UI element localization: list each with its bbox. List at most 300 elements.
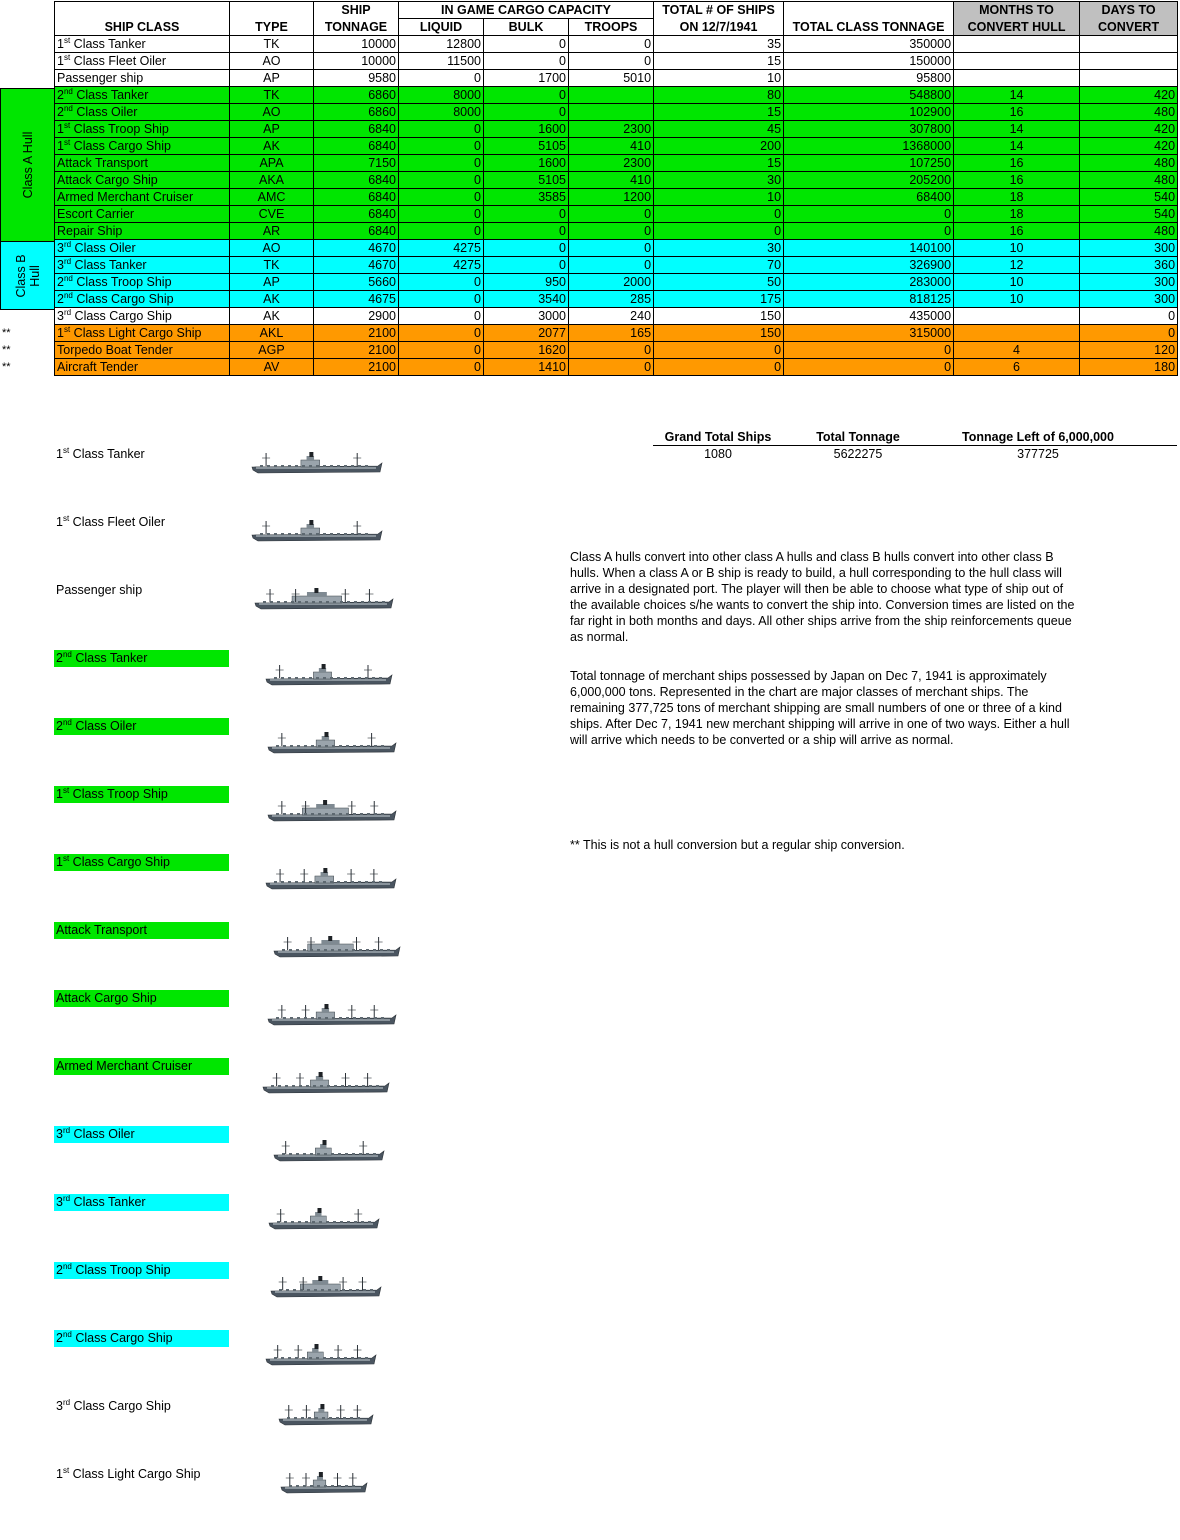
ordinal-number: 1	[56, 787, 63, 801]
tonnage-left-label: Tonnage Left of 6,000,000	[962, 430, 1114, 444]
ship-class-cell	[55, 189, 230, 206]
days-cell: 0	[1080, 325, 1178, 342]
bulk-cell: 1410	[484, 359, 569, 376]
table-row	[55, 53, 1178, 70]
bulk-cell: 3540	[484, 291, 569, 308]
ship-class-cell	[55, 308, 230, 325]
class-name-text: Class Oiler	[71, 719, 137, 733]
ordinal-suffix: st	[63, 324, 71, 334]
header-total-ships-top: TOTAL # OF SHIPS	[654, 2, 784, 19]
total-ships-cell: 175	[654, 291, 784, 308]
ordinal-number: 2	[57, 292, 64, 306]
liquid-cell: 0	[399, 223, 484, 240]
total-ships-cell: 35	[654, 36, 784, 53]
table-row	[55, 70, 1178, 87]
liquid-cell: 0	[399, 155, 484, 172]
regular-conversion-note: ** This is not a hull conversion but a regular ship conversion.	[570, 838, 905, 852]
days-cell: 480	[1080, 223, 1178, 240]
header-ship-tonnage: TONNAGE	[314, 19, 399, 36]
ordinal-suffix: rd	[63, 307, 72, 317]
ordinal-suffix: st	[63, 120, 71, 130]
bulk-cell: 2077	[484, 325, 569, 342]
liquid-cell: 12800	[399, 36, 484, 53]
header-troops: TROOPS	[569, 19, 654, 36]
type-cell: AKA	[230, 172, 314, 189]
ordinal-number: 2	[56, 1331, 63, 1345]
class-name-text: Attack Transport	[56, 923, 148, 937]
class-tonnage-cell: 818125	[784, 291, 954, 308]
troops-cell: 5010	[569, 70, 654, 87]
table-row	[55, 342, 1178, 359]
class-tonnage-cell: 150000	[784, 53, 954, 70]
ship-class-cell	[55, 206, 230, 223]
ship-class-cell	[55, 53, 230, 70]
ship-tonnage-cell: 2100	[314, 359, 399, 376]
table-row	[55, 240, 1178, 257]
gallery-ship-label	[54, 922, 229, 939]
total-tonnage-value: 5622275	[833, 447, 883, 461]
table-row	[55, 104, 1178, 121]
total-ships-cell: 200	[654, 138, 784, 155]
troops-cell: 0	[569, 342, 654, 359]
days-cell: 480	[1080, 172, 1178, 189]
table-row	[55, 223, 1178, 240]
ordinal-suffix: nd	[63, 290, 73, 300]
class-tonnage-cell: 68400	[784, 189, 954, 206]
ordinal-suffix: st	[62, 785, 70, 795]
armed-merchant-cruiser-silhouette-icon	[261, 1070, 391, 1101]
ordinal-suffix: st	[62, 445, 70, 455]
days-cell: 300	[1080, 240, 1178, 257]
class-name-text: Class Tanker	[69, 447, 145, 461]
table-row	[55, 189, 1178, 206]
liquid-cell: 0	[399, 308, 484, 325]
class-tonnage-cell: 205200	[784, 172, 954, 189]
class-name-text: Class Oiler	[71, 241, 136, 255]
gallery-ship-label	[54, 1058, 229, 1075]
troops-cell: 0	[569, 240, 654, 257]
ordinal-number: 1	[56, 855, 63, 869]
type-cell: AP	[230, 70, 314, 87]
bulk-cell: 0	[484, 206, 569, 223]
days-cell	[1080, 36, 1178, 53]
table-row	[55, 172, 1178, 189]
type-cell: AK	[230, 138, 314, 155]
bulk-cell: 0	[484, 36, 569, 53]
type-cell: AO	[230, 240, 314, 257]
gallery-ship-label	[54, 1466, 229, 1483]
ordinal-suffix: rd	[62, 1125, 71, 1135]
type-cell: AMC	[230, 189, 314, 206]
days-cell: 300	[1080, 274, 1178, 291]
ordinal-suffix: rd	[63, 239, 72, 249]
months-cell: 16	[954, 104, 1080, 121]
ship-tonnage-cell: 2900	[314, 308, 399, 325]
class-tonnage-cell: 435000	[784, 308, 954, 325]
class-name-text: Repair Ship	[57, 224, 123, 238]
total-ships-cell: 0	[654, 223, 784, 240]
troops-cell: 165	[569, 325, 654, 342]
type-cell: AV	[230, 359, 314, 376]
table-row	[55, 291, 1178, 308]
ship-class-cell	[55, 138, 230, 155]
class-name-text: Escort Carrier	[57, 207, 135, 221]
ordinal-suffix: nd	[63, 103, 73, 113]
total-ships-cell: 150	[654, 308, 784, 325]
troops-cell: 0	[569, 206, 654, 223]
ordinal-number: 2	[57, 105, 64, 119]
ordinal-suffix: nd	[62, 717, 72, 727]
ship-class-cell	[55, 223, 230, 240]
header-ship-class: SHIP CLASS	[55, 19, 230, 36]
cargo-ship-silhouette-icon	[277, 1402, 375, 1433]
months-cell: 16	[954, 155, 1080, 172]
bulk-cell: 5105	[484, 138, 569, 155]
ship-class-cell	[55, 87, 230, 104]
bulk-cell: 0	[484, 257, 569, 274]
class-name-text: Class Fleet Oiler	[70, 54, 167, 68]
ship-tonnage-cell: 6840	[314, 172, 399, 189]
class-b-label-line2: Hull	[27, 264, 42, 287]
days-cell: 480	[1080, 155, 1178, 172]
oiler-silhouette-icon	[272, 1138, 386, 1169]
oiler-silhouette-icon	[250, 518, 384, 549]
totals-summary	[653, 429, 1177, 462]
class-tonnage-cell: 107250	[784, 155, 954, 172]
class-name-text: Attack Transport	[57, 156, 149, 170]
liquid-cell: 0	[399, 291, 484, 308]
total-ships-cell: 30	[654, 240, 784, 257]
liquid-cell: 0	[399, 206, 484, 223]
months-cell: 14	[954, 87, 1080, 104]
days-cell: 360	[1080, 257, 1178, 274]
troops-cell: 2300	[569, 121, 654, 138]
total-ships-cell: 70	[654, 257, 784, 274]
class-a-hull-label: Class A Hull	[20, 131, 35, 199]
ship-tonnage-cell: 6840	[314, 206, 399, 223]
days-cell: 480	[1080, 104, 1178, 121]
class-tonnage-cell: 315000	[784, 325, 954, 342]
header-class-tonnage-top	[784, 2, 954, 19]
gallery-ship-label	[54, 990, 229, 1007]
class-name-text: Class Light Cargo Ship	[69, 1467, 201, 1481]
ordinal-number: 1	[57, 326, 64, 340]
table-row	[55, 257, 1178, 274]
ship-tonnage-cell: 9580	[314, 70, 399, 87]
ordinal-number: 2	[57, 88, 64, 102]
class-tonnage-cell: 326900	[784, 257, 954, 274]
total-ships-cell: 0	[654, 206, 784, 223]
ordinal-number: 1	[56, 1467, 63, 1481]
table-row	[55, 155, 1178, 172]
liquid-cell: 8000	[399, 87, 484, 104]
ship-class-cell	[55, 172, 230, 189]
class-name-text: Class Cargo Ship	[71, 309, 172, 323]
gallery-ship-label	[54, 1330, 229, 1347]
ship-class-cell	[55, 291, 230, 308]
troops-cell: 410	[569, 138, 654, 155]
troops-cell: 240	[569, 308, 654, 325]
total-ships-cell: 0	[654, 342, 784, 359]
ordinal-number: 1	[57, 54, 64, 68]
months-cell	[954, 325, 1080, 342]
type-cell: AP	[230, 121, 314, 138]
total-ships-cell: 80	[654, 87, 784, 104]
class-name-text: Class Tanker	[72, 88, 149, 102]
ordinal-suffix: st	[63, 137, 71, 147]
class-tonnage-cell: 0	[784, 342, 954, 359]
bulk-cell: 0	[484, 104, 569, 121]
class-name-text: Class Troop Ship	[69, 787, 168, 801]
ordinal-number: 2	[56, 1263, 63, 1277]
ordinal-suffix: st	[63, 35, 71, 45]
class-name-text: Class Oiler	[72, 105, 138, 119]
type-cell: AO	[230, 53, 314, 70]
header-days-top: DAYS TO	[1080, 2, 1178, 19]
bulk-cell: 1620	[484, 342, 569, 359]
troops-cell: 0	[569, 359, 654, 376]
ordinal-number: 1	[57, 122, 64, 136]
liquid-cell: 4275	[399, 240, 484, 257]
bulk-cell: 0	[484, 87, 569, 104]
header-days: CONVERT	[1080, 19, 1178, 36]
class-name-text: Class Light Cargo Ship	[70, 326, 202, 340]
table-row	[55, 87, 1178, 104]
days-cell: 180	[1080, 359, 1178, 376]
bulk-cell: 3585	[484, 189, 569, 206]
class-name-text: Torpedo Boat Tender	[57, 343, 173, 357]
ordinal-suffix: nd	[63, 86, 73, 96]
grand-total-ships-label: Grand Total Ships	[664, 430, 772, 444]
months-cell: 16	[954, 223, 1080, 240]
table-row	[55, 121, 1178, 138]
troops-cell	[569, 104, 654, 121]
bulk-cell: 0	[484, 223, 569, 240]
months-cell: 4	[954, 342, 1080, 359]
class-tonnage-cell: 0	[784, 206, 954, 223]
gallery-ship-label	[54, 650, 229, 667]
ordinal-suffix: nd	[62, 1261, 72, 1271]
days-cell: 420	[1080, 138, 1178, 155]
bulk-cell: 3000	[484, 308, 569, 325]
ordinal-number: 3	[57, 241, 64, 255]
ship-class-cell	[55, 274, 230, 291]
days-cell: 120	[1080, 342, 1178, 359]
tanker-silhouette-icon	[250, 450, 384, 481]
oiler-silhouette-icon	[266, 730, 398, 761]
ordinal-number: 3	[57, 309, 64, 323]
ship-class-cell	[55, 325, 230, 342]
bulk-cell: 0	[484, 240, 569, 257]
bulk-cell: 1600	[484, 121, 569, 138]
type-cell: AGP	[230, 342, 314, 359]
total-ships-cell: 0	[654, 359, 784, 376]
class-name-text: Class Cargo Ship	[70, 139, 171, 153]
liquid-cell: 0	[399, 274, 484, 291]
ship-class-cell	[55, 104, 230, 121]
liquid-cell: 0	[399, 189, 484, 206]
class-name-text: Armed Merchant Cruiser	[57, 190, 194, 204]
ordinal-suffix: rd	[62, 1193, 71, 1203]
type-cell: AO	[230, 104, 314, 121]
header-liquid: LIQUID	[399, 19, 484, 36]
ship-tonnage-cell: 10000	[314, 53, 399, 70]
table-row	[55, 325, 1178, 342]
table-row	[55, 36, 1178, 53]
star-mark: **	[2, 327, 11, 339]
header-total-ships: ON 12/7/1941	[654, 19, 784, 36]
class-tonnage-cell: 102900	[784, 104, 954, 121]
attack-transport-silhouette-icon	[272, 934, 402, 965]
header-class-tonnage: TOTAL CLASS TONNAGE	[784, 19, 954, 36]
ordinal-number: 2	[56, 651, 63, 665]
class-name-text: Class Tanker	[70, 1195, 146, 1209]
total-ships-cell: 150	[654, 325, 784, 342]
table-row	[55, 274, 1178, 291]
type-cell: TK	[230, 257, 314, 274]
ordinal-suffix: st	[63, 52, 71, 62]
liquid-cell: 11500	[399, 53, 484, 70]
months-cell: 12	[954, 257, 1080, 274]
ship-tonnage-cell: 6840	[314, 223, 399, 240]
class-name-text: Passenger ship	[56, 583, 143, 597]
class-name-text: Class Cargo Ship	[72, 292, 174, 306]
ship-class-cell	[55, 359, 230, 376]
type-cell: AR	[230, 223, 314, 240]
ship-class-cell	[55, 70, 230, 87]
ordinal-number: 1	[57, 37, 64, 51]
days-cell: 540	[1080, 206, 1178, 223]
ordinal-number: 1	[56, 447, 63, 461]
table-row	[55, 359, 1178, 376]
ordinal-number: 1	[56, 515, 63, 529]
ship-tonnage-cell: 6840	[314, 189, 399, 206]
class-b-label-line1: Class B	[13, 253, 28, 298]
liquid-cell: 8000	[399, 104, 484, 121]
header-ship-class-top	[55, 2, 230, 19]
months-cell: 10	[954, 240, 1080, 257]
ship-tonnage-cell: 4670	[314, 240, 399, 257]
class-name-text: Class Troop Ship	[72, 275, 172, 289]
ordinal-number: 1	[57, 139, 64, 153]
class-b-hull-label	[14, 254, 42, 297]
header-bulk: BULK	[484, 19, 569, 36]
light-cargo-ship-silhouette-icon	[279, 1470, 369, 1501]
class-tonnage-cell: 548800	[784, 87, 954, 104]
ship-tonnage-cell: 10000	[314, 36, 399, 53]
ship-tonnage-cell: 6840	[314, 138, 399, 155]
attack-cargo-ship-silhouette-icon	[266, 1002, 398, 1033]
gallery-ship-label	[54, 582, 229, 599]
header-cargo-capacity: IN GAME CARGO CAPACITY	[399, 2, 654, 19]
header-months-top: MONTHS TO	[954, 2, 1080, 19]
months-cell	[954, 70, 1080, 87]
troops-cell: 285	[569, 291, 654, 308]
liquid-cell: 0	[399, 342, 484, 359]
class-name-text: Class Cargo Ship	[69, 855, 170, 869]
ship-class-cell	[55, 257, 230, 274]
type-cell: APA	[230, 155, 314, 172]
type-cell: TK	[230, 36, 314, 53]
ordinal-number: 3	[56, 1195, 63, 1209]
class-name-text: Attack Cargo Ship	[57, 173, 158, 187]
cargo-ship-silhouette-icon	[264, 1342, 378, 1373]
troops-cell: 0	[569, 53, 654, 70]
months-cell	[954, 308, 1080, 325]
class-name-text: Aircraft Tender	[57, 360, 139, 374]
ship-class-cell	[55, 121, 230, 138]
ship-class-cell	[55, 155, 230, 172]
troops-cell: 1200	[569, 189, 654, 206]
ordinal-number: 2	[56, 719, 63, 733]
bulk-cell: 950	[484, 274, 569, 291]
type-cell: AK	[230, 291, 314, 308]
bulk-cell: 5105	[484, 172, 569, 189]
days-cell: 420	[1080, 87, 1178, 104]
bulk-cell: 1600	[484, 155, 569, 172]
gallery-ship-label	[54, 786, 229, 803]
ordinal-suffix: nd	[62, 649, 72, 659]
liquid-cell: 0	[399, 172, 484, 189]
star-mark: **	[2, 344, 11, 356]
gallery-ship-label	[54, 446, 229, 463]
total-ships-cell: 30	[654, 172, 784, 189]
ship-rows	[55, 36, 1178, 376]
header-type: TYPE	[230, 19, 314, 36]
total-ships-cell: 15	[654, 104, 784, 121]
liquid-cell: 0	[399, 121, 484, 138]
class-tonnage-cell: 1368000	[784, 138, 954, 155]
gallery-ship-label	[54, 718, 229, 735]
ship-tonnage-cell: 2100	[314, 342, 399, 359]
class-a-hull-group	[0, 88, 55, 242]
ship-tonnage-cell: 2100	[314, 325, 399, 342]
table-row	[55, 206, 1178, 223]
type-cell: CVE	[230, 206, 314, 223]
tonnage-note: Total tonnage of merchant ships possessed by Japan on Dec 7, 1941 is approximately 6,000,000 tons. Represented in the chart are major classes of merchant ships. The remaining 377,725 tons of merchant shipping are small numbers of one or three of a kind ships. After Dec 7, 1941 new merchant shipping will arrive in one of two ways. Either a hull will arrive which needs to be converted or a ship will arrive as normal.	[570, 669, 1070, 747]
class-tonnage-cell: 0	[784, 223, 954, 240]
bulk-cell: 1700	[484, 70, 569, 87]
class-name-text: Class Tanker	[70, 37, 146, 51]
class-tonnage-cell: 350000	[784, 36, 954, 53]
grand-total-ships-value: 1080	[704, 447, 732, 461]
type-cell: AP	[230, 274, 314, 291]
gallery-ship-label	[54, 854, 229, 871]
ship-tonnage-cell: 6840	[314, 121, 399, 138]
ordinal-suffix: st	[62, 853, 70, 863]
gallery-ship-label	[54, 514, 229, 531]
total-ships-cell: 10	[654, 70, 784, 87]
months-cell: 18	[954, 189, 1080, 206]
header-type-top	[230, 2, 314, 19]
class-name-text: Attack Cargo Ship	[56, 991, 157, 1005]
ordinal-suffix: st	[62, 1465, 70, 1475]
table-row	[55, 138, 1178, 155]
ship-tonnage-cell: 4675	[314, 291, 399, 308]
bulk-cell: 0	[484, 53, 569, 70]
months-cell: 6	[954, 359, 1080, 376]
troop-ship-silhouette-icon	[269, 1274, 383, 1305]
liquid-cell: 0	[399, 359, 484, 376]
ordinal-suffix: nd	[63, 273, 73, 283]
type-cell: AKL	[230, 325, 314, 342]
tonnage-left-value: 377725	[1017, 447, 1059, 461]
hull-conversion-note: Class A hulls convert into other class A hulls and class B hulls convert into other class B hulls. When a class A or B ship is ready to build, a hull corresponding to the hull class will arrive in a designated port. The player will then be able to choose what type of ship out of the available choices s/he wants to convert the ship into. Conversion times are listed on the far right in both months and days. All other ships arrive from the ship reinforcements queue as normal.	[570, 550, 1075, 644]
ordinal-suffix: st	[62, 513, 70, 523]
ship-tonnage-cell: 4670	[314, 257, 399, 274]
cargo-ship-silhouette-icon	[264, 866, 398, 897]
star-mark: **	[2, 361, 11, 373]
